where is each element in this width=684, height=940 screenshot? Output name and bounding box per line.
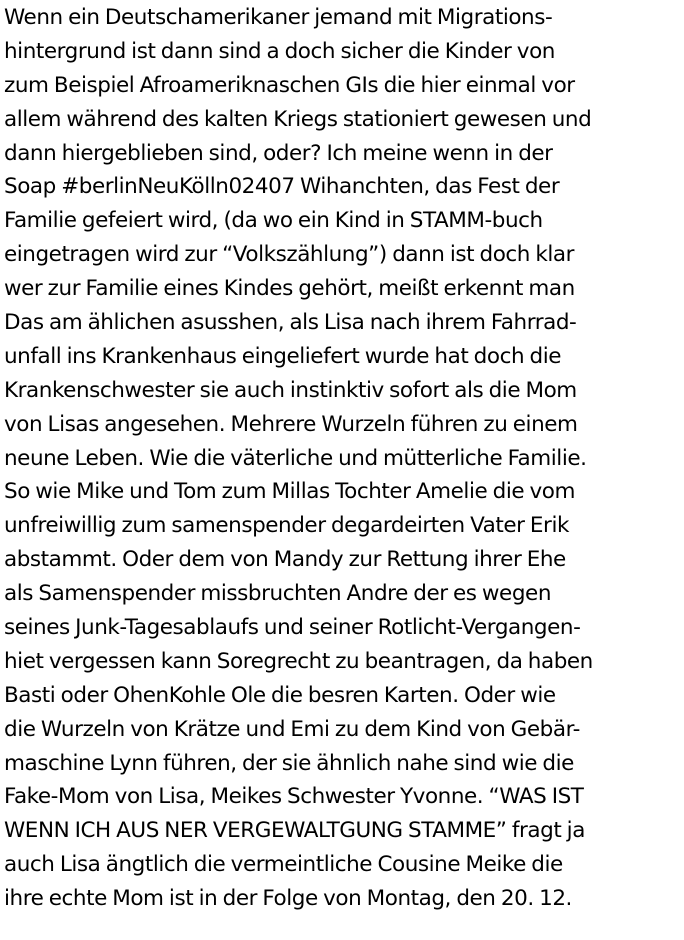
text-line: Wenn ein Deutschamerikaner jemand mit Migrations- xyxy=(4,5,553,30)
text-line: abstammt. Oder dem von Mandy zur Rettung ihrer Ehe xyxy=(4,547,566,573)
text-line: wer zur Familie eines Kindes gehört, meißt erkennt man xyxy=(4,276,575,302)
text-line: eingetragen wird zur “Volkszählung”) dann ist doch klar xyxy=(4,242,574,268)
text-line: Fake-Mom von Lisa, Meikes Schwester Yvonne. “WAS IST xyxy=(4,784,584,810)
text-line: So wie Mike und Tom zum Millas Tochter Amelie die vom xyxy=(4,479,575,505)
text-line: auch Lisa ängtlich die vermeintliche Cousine Meike die xyxy=(4,852,563,878)
text-line: hiet vergessen kann Soregrecht zu beantragen, da haben xyxy=(4,648,593,674)
text-line: ihre echte Mom ist in der Folge von Montag, den 20. 12. xyxy=(4,886,572,912)
text-line: zum Beispiel Afroameriknaschen GIs die hier einmal vor xyxy=(4,72,575,98)
text-line: neune Leben. Wie die väterliche und mütterliche Familie. xyxy=(4,445,587,471)
text-line: maschine Lynn führen, der sie ähnlich nahe sind wie die xyxy=(4,750,574,776)
text-line: die Wurzeln von Krätze und Emi zu dem Kind von Gebär- xyxy=(4,716,580,742)
text-line: Familie gefeiert wird, (da wo ein Kind in STAMM-buch xyxy=(4,208,543,234)
text-line: WENN ICH AUS NER VERGEWALTGUNG STAMME” fragt ja xyxy=(4,818,585,844)
text-line: Krankenschwester sie auch instinktiv sofort als die Mom xyxy=(4,377,577,403)
text-line: allem während des kalten Kriegs stationiert gewesen und xyxy=(4,106,592,132)
text-line: als Samenspender missbruchten Andre der es wegen xyxy=(4,581,551,607)
document-text xyxy=(4,1,680,916)
text-line: unfreiwillig zum samenspender degardeirten Vater Erik xyxy=(4,513,569,539)
text-line: seines Junk-Tagesablaufs und seiner Rotlicht-Vergangen- xyxy=(4,615,581,641)
text-line: dann hiergeblieben sind, oder? Ich meine wenn in der xyxy=(4,140,553,166)
text-line: Soap #berlinNeuKölln02407 Wihanchten, das Fest der xyxy=(4,174,560,200)
text-line: von Lisas angesehen. Mehrere Wurzeln führen zu einem xyxy=(4,411,578,437)
text-line: Das am ählichen asusshen, als Lisa nach ihrem Fahrrad- xyxy=(4,310,577,336)
text-line: Basti oder OhenKohle Ole die besren Karten. Oder wie xyxy=(4,682,556,708)
text-line: hintergrund ist dann sind a doch sicher die Kinder von xyxy=(4,38,555,64)
text-line: unfall ins Krankenhaus eingeliefert wurde hat doch die xyxy=(4,343,562,369)
